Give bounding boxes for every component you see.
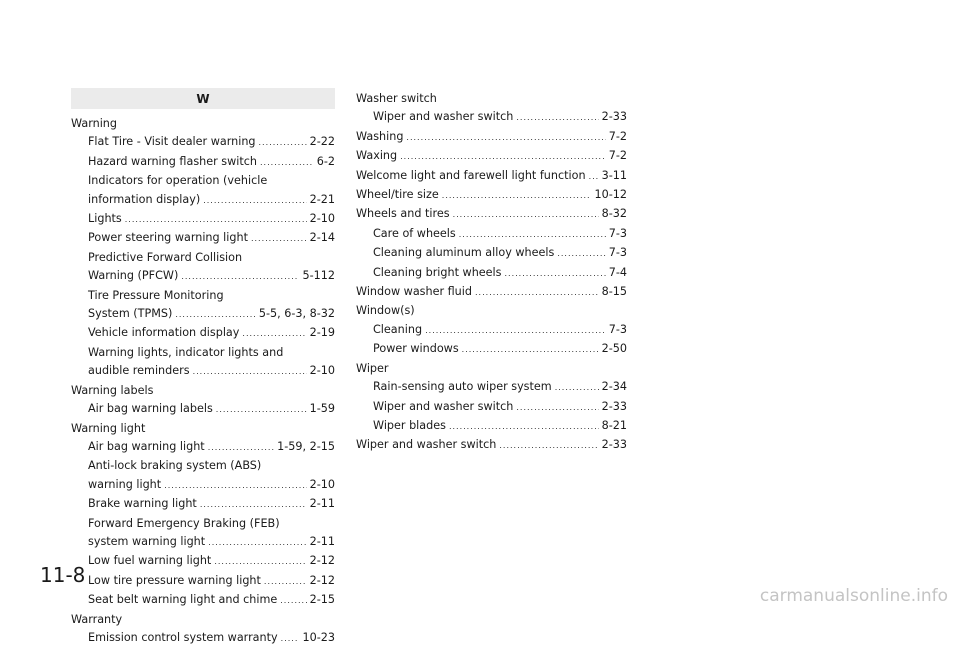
- dot-leader: [406, 129, 605, 147]
- entry-text: Predictive Forward Collision: [88, 250, 243, 264]
- entry-page-ref: 7-2: [608, 149, 627, 163]
- dot-leader: [260, 154, 314, 172]
- dot-leader: [459, 226, 606, 244]
- dot-leader: [281, 630, 300, 648]
- index-entry: [356, 321, 627, 340]
- entry-text: Welcome light and farewell light function: [356, 168, 586, 182]
- index-entry: [71, 591, 335, 610]
- entry-text: Emission control system warranty: [88, 630, 278, 644]
- index-entry: [71, 515, 335, 533]
- index-entry: [71, 191, 335, 210]
- index-entry: [71, 611, 335, 629]
- entry-text: System (TPMS): [88, 307, 173, 321]
- dot-leader: [462, 341, 599, 359]
- section-letter-header: [71, 88, 335, 109]
- index-entry: [356, 205, 627, 224]
- index-entry: [71, 476, 335, 495]
- index-entry: [71, 629, 335, 648]
- entry-text: Lights: [88, 212, 122, 226]
- index-entry: [71, 362, 335, 381]
- dot-leader: [181, 268, 299, 286]
- index-entry: [71, 324, 335, 343]
- index-entry: [356, 186, 627, 205]
- entry-text: Wiper blades: [373, 418, 446, 432]
- entry-text: Warranty: [71, 612, 123, 626]
- index-entry: [356, 128, 627, 147]
- dot-leader: [125, 211, 307, 229]
- index-entry: [71, 572, 335, 591]
- dot-leader: [516, 399, 598, 417]
- dot-leader: [516, 109, 598, 127]
- dot-leader: [251, 230, 307, 248]
- entry-text: Warning: [71, 117, 117, 130]
- entry-page-ref: 2-19: [309, 326, 335, 340]
- entry-page-ref: 2-11: [309, 497, 335, 511]
- entry-page-ref: 2-33: [601, 399, 627, 413]
- dot-leader: [499, 437, 598, 455]
- dot-leader: [589, 168, 599, 186]
- dot-leader: [557, 245, 605, 263]
- entry-page-ref: 7-4: [608, 265, 627, 279]
- index-entry: [356, 417, 627, 436]
- entry-page-ref: 2-14: [309, 231, 335, 245]
- entry-text: Warning (PFCW): [88, 269, 179, 283]
- entry-page-ref: 8-21: [601, 418, 627, 432]
- watermark: carmanualsonline.info: [759, 586, 948, 606]
- entry-text: Power windows: [373, 342, 459, 356]
- index-entry: [71, 552, 335, 571]
- dot-leader: [193, 363, 307, 381]
- entry-text: Cleaning bright wheels: [373, 265, 502, 279]
- index-entry: [356, 360, 627, 378]
- entry-page-ref: 5-112: [302, 269, 335, 283]
- entry-text: Forward Emergency Braking (FEB): [88, 516, 280, 530]
- entry-page-ref: 5-5, 6-3, 8-32: [258, 307, 335, 321]
- dot-leader: [216, 401, 307, 419]
- entry-page-ref: 2-34: [601, 380, 627, 394]
- entry-page-ref: 8-32: [601, 207, 627, 221]
- entry-text: information display): [88, 192, 201, 206]
- entry-page-ref: 7-3: [608, 226, 627, 240]
- index-entry: [71, 249, 335, 267]
- entry-text: Window(s): [356, 304, 415, 318]
- entry-page-ref: 2-12: [309, 554, 335, 568]
- dot-leader: [280, 592, 306, 610]
- index-column-right: [356, 90, 627, 456]
- index-entry: [356, 90, 627, 108]
- entry-text: Warning light: [71, 421, 146, 435]
- index-entry: [71, 420, 335, 438]
- entry-page-ref: 10-12: [594, 188, 627, 202]
- entry-text: Wiper and washer switch: [373, 399, 514, 413]
- index-entry: [356, 378, 627, 397]
- entry-page-ref: 2-15: [309, 593, 335, 607]
- entry-page-ref: 2-10: [309, 212, 335, 226]
- entry-text: system warning light: [88, 534, 206, 548]
- dot-leader: [200, 496, 307, 514]
- entry-page-ref: 7-3: [608, 246, 627, 260]
- index-entry: [356, 244, 627, 263]
- dot-leader: [475, 284, 599, 302]
- index-entry: [71, 305, 335, 324]
- entry-text: Wiper: [356, 361, 389, 375]
- entry-text: Wheels and tires: [356, 207, 450, 221]
- entry-text: Brake warning light: [88, 497, 197, 511]
- entry-text: Power steering warning light: [88, 231, 248, 245]
- index-entry: [356, 436, 627, 455]
- entry-page-ref: 3-11: [601, 168, 627, 182]
- entry-page-ref: 2-10: [309, 364, 335, 378]
- entry-text: Flat Tire - Visit dealer warning: [88, 135, 256, 149]
- index-entry: [71, 438, 335, 457]
- entry-page-ref: 7-2: [608, 129, 627, 143]
- dot-leader: [208, 439, 274, 457]
- index-entry: [356, 283, 627, 302]
- dot-leader: [164, 477, 306, 495]
- entry-text: Tire Pressure Monitoring: [88, 288, 224, 302]
- entry-text: Vehicle information display: [88, 326, 240, 340]
- index-entry: [71, 172, 335, 190]
- dot-leader: [505, 265, 606, 283]
- entry-text: Care of wheels: [373, 226, 456, 240]
- index-column-left: [71, 115, 335, 648]
- entry-text: audible reminders: [88, 364, 190, 378]
- entry-text: Low fuel warning light: [88, 554, 212, 568]
- entry-page-ref: 2-11: [309, 534, 335, 548]
- entry-page-ref: 2-33: [601, 438, 627, 452]
- dot-leader: [208, 534, 306, 552]
- entry-text: Cleaning: [373, 322, 423, 336]
- dot-leader: [425, 322, 606, 340]
- entry-text: Wiper and washer switch: [373, 110, 514, 124]
- index-entry: [356, 108, 627, 127]
- index-entry: [356, 264, 627, 283]
- dot-leader: [242, 325, 306, 343]
- index-entry: [71, 495, 335, 514]
- entry-text: warning light: [88, 477, 162, 491]
- entry-page-ref: 1-59: [309, 402, 335, 416]
- entry-text: Wiper and washer switch: [356, 438, 497, 452]
- entry-text: Hazard warning flasher switch: [88, 154, 257, 168]
- index-entry: [71, 457, 335, 475]
- index-entry: [71, 115, 335, 133]
- entry-text: Low tire pressure warning light: [88, 573, 261, 587]
- entry-text: Washing: [356, 129, 404, 143]
- entry-page-ref: 2-50: [601, 342, 627, 356]
- dot-leader: [555, 379, 599, 397]
- index-entry: [356, 302, 627, 320]
- entry-page-ref: 2-33: [601, 110, 627, 124]
- entry-text: Air bag warning labels: [88, 402, 213, 416]
- entry-text: Waxing: [356, 149, 398, 163]
- dot-leader: [203, 192, 306, 210]
- entry-text: Cleaning aluminum alloy wheels: [373, 246, 555, 260]
- entry-text: Rain-sensing auto wiper system: [373, 380, 552, 394]
- index-entry: [71, 344, 335, 362]
- index-entry: [71, 287, 335, 305]
- entry-page-ref: 2-22: [309, 135, 335, 149]
- entry-page-ref: 2-21: [309, 192, 335, 206]
- entry-page-ref: 10-23: [302, 630, 335, 644]
- entry-page-ref: 6-2: [316, 154, 335, 168]
- index-entry: [71, 229, 335, 248]
- entry-text: Seat belt warning light and chime: [88, 593, 278, 607]
- entry-text: Anti-lock braking system (ABS): [88, 459, 262, 473]
- index-entry: [71, 533, 335, 552]
- entry-text: Air bag warning light: [88, 439, 205, 453]
- dot-leader: [400, 148, 606, 166]
- dot-leader: [175, 306, 255, 324]
- dot-leader: [442, 187, 592, 205]
- index-entry: [71, 133, 335, 152]
- entry-text: Wheel/tire size: [356, 188, 439, 202]
- index-entry: [71, 210, 335, 229]
- entry-text: Warning labels: [71, 383, 154, 397]
- index-entry: [71, 267, 335, 286]
- entry-text: Washer switch: [356, 92, 437, 105]
- entry-text: Indicators for operation (vehicle: [88, 174, 268, 188]
- index-entry: [356, 167, 627, 186]
- entry-page-ref: 1-59, 2-15: [277, 439, 335, 453]
- dot-leader: [449, 418, 599, 436]
- entry-page-ref: 8-15: [601, 285, 627, 299]
- entry-text: Window washer fluid: [356, 285, 472, 299]
- dot-leader: [453, 206, 599, 224]
- page-number: 11-8: [40, 563, 86, 587]
- entry-page-ref: 2-10: [309, 477, 335, 491]
- section-letter: W: [196, 91, 210, 106]
- dot-leader: [259, 134, 307, 152]
- index-entry: [71, 400, 335, 419]
- entry-page-ref: 7-3: [608, 322, 627, 336]
- index-entry: [356, 340, 627, 359]
- entry-text: Warning lights, indicator lights and: [88, 345, 284, 359]
- entry-page-ref: 2-12: [309, 573, 335, 587]
- index-entry: [71, 153, 335, 172]
- index-entry: [356, 398, 627, 417]
- index-entry: [356, 225, 627, 244]
- index-entry: [71, 382, 335, 400]
- index-entry: [356, 147, 627, 166]
- dot-leader: [214, 553, 306, 571]
- dot-leader: [264, 573, 307, 591]
